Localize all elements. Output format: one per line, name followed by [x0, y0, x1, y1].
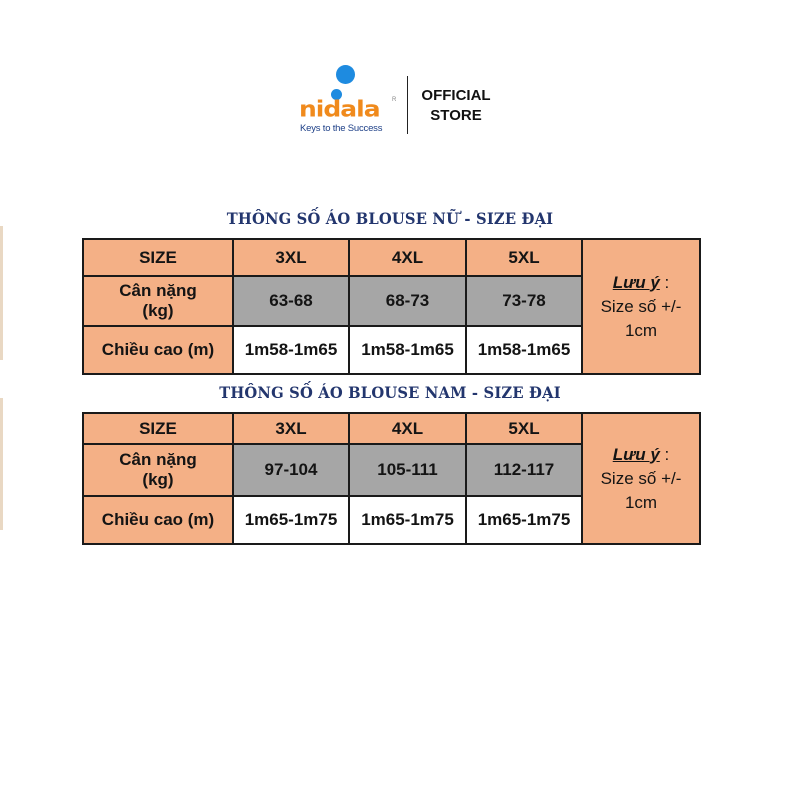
note-line1: Size số +/- — [600, 468, 682, 488]
size-header-label: SIZE — [83, 239, 233, 276]
logo-divider — [407, 76, 408, 134]
height-5xl: 1m58-1m65 — [466, 326, 582, 374]
nidala-logo — [296, 62, 416, 138]
trademark-icon: R — [392, 97, 397, 103]
weight-label-line1: Cân nặng — [119, 450, 197, 469]
size-3xl: 3XL — [233, 239, 349, 276]
size-header-label: SIZE — [83, 413, 233, 444]
height-5xl: 1m65-1m75 — [466, 496, 582, 544]
logo-wordmark: nidala — [299, 96, 380, 123]
height-4xl: 1m58-1m65 — [349, 326, 466, 374]
table-row-size — [83, 413, 700, 444]
size-5xl: 5XL — [466, 413, 582, 444]
note-line2: 1cm — [624, 492, 658, 512]
weight-label — [83, 444, 233, 496]
table-row-size — [83, 239, 700, 276]
height-3xl: 1m58-1m65 — [233, 326, 349, 374]
note-colon: : — [659, 444, 670, 464]
weight-3xl: 97-104 — [233, 444, 349, 496]
left-edge-strip — [0, 398, 3, 530]
official-store-label — [416, 86, 496, 126]
note-colon: : — [659, 272, 670, 292]
weight-3xl: 63-68 — [233, 276, 349, 326]
logo-tagline: Keys to the Success — [300, 123, 383, 134]
size-5xl: 5XL — [466, 239, 582, 276]
weight-4xl: 68-73 — [349, 276, 466, 326]
weight-label — [83, 276, 233, 326]
note-title: Lưu ý — [612, 272, 660, 292]
note-cell — [582, 239, 700, 374]
note-line2: 1cm — [624, 320, 658, 340]
height-3xl: 1m65-1m75 — [233, 496, 349, 544]
note-title: Lưu ý — [612, 444, 660, 464]
weight-label-line1: Cân nặng — [119, 281, 197, 300]
logo-dot-large-icon — [336, 65, 355, 84]
weight-4xl: 105-111 — [349, 444, 466, 496]
size-table-men — [82, 412, 701, 545]
size-4xl: 4XL — [349, 413, 466, 444]
table-title-men: THÔNG SỐ ÁO BLOUSE NAM - SIZE ĐẠI — [219, 383, 561, 402]
size-table-women — [82, 238, 701, 375]
weight-label-line2: (kg) — [142, 470, 174, 489]
weight-5xl: 73-78 — [466, 276, 582, 326]
note-line1: Size số +/- — [600, 296, 682, 316]
official-label: OFFICIAL — [421, 87, 491, 104]
height-label: Chiều cao (m) — [83, 326, 233, 374]
weight-5xl: 112-117 — [466, 444, 582, 496]
store-label: STORE — [430, 107, 482, 124]
left-edge-strip — [0, 226, 3, 360]
table-title-women: THÔNG SỐ ÁO BLOUSE NỮ - SIZE ĐẠI — [226, 209, 554, 228]
size-3xl: 3XL — [233, 413, 349, 444]
weight-label-line2: (kg) — [142, 301, 174, 320]
height-label: Chiều cao (m) — [83, 496, 233, 544]
size-4xl: 4XL — [349, 239, 466, 276]
note-cell — [582, 413, 700, 544]
height-4xl: 1m65-1m75 — [349, 496, 466, 544]
